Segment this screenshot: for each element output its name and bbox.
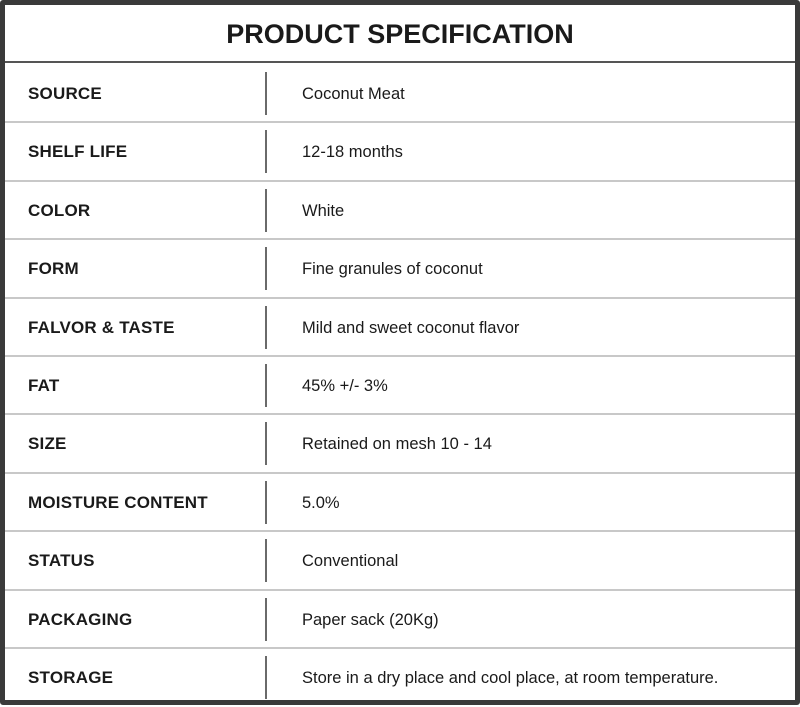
row-value: 12-18 months xyxy=(302,143,403,162)
row-label: SOURCE xyxy=(28,84,102,103)
row-value: Conventional xyxy=(302,552,399,571)
row-value: Store in a dry place and cool place, at room temperature. xyxy=(302,668,719,687)
row-label: MOISTURE CONTENT xyxy=(28,492,208,512)
table-row xyxy=(5,123,795,181)
column-divider xyxy=(265,247,267,290)
column-divider xyxy=(265,306,267,349)
table-title: PRODUCT SPECIFICATION xyxy=(5,5,795,63)
row-value: Mild and sweet coconut flavor xyxy=(302,318,520,337)
row-label: FALVOR & TASTE xyxy=(28,317,175,337)
table-row xyxy=(5,415,795,473)
row-label: PACKAGING xyxy=(28,609,133,629)
table-row xyxy=(5,474,795,532)
row-label: COLOR xyxy=(28,200,91,220)
column-divider xyxy=(265,130,267,173)
row-label: SHELF LIFE xyxy=(28,142,128,162)
table-row xyxy=(5,65,795,123)
column-divider xyxy=(265,189,267,232)
table-row xyxy=(5,591,795,649)
table-body xyxy=(5,65,795,707)
row-value: Retained on mesh 10 - 14 xyxy=(302,435,492,454)
table-row xyxy=(5,182,795,240)
row-label: SIZE xyxy=(28,434,67,454)
row-label: FAT xyxy=(28,375,60,395)
column-divider xyxy=(265,364,267,407)
table-row xyxy=(5,532,795,590)
row-value: Coconut Meat xyxy=(302,85,405,103)
column-divider xyxy=(265,72,267,115)
table-row xyxy=(5,299,795,357)
column-divider xyxy=(265,539,267,582)
column-divider xyxy=(265,598,267,641)
row-value: Fine granules of coconut xyxy=(302,260,483,279)
row-label: STATUS xyxy=(28,551,95,571)
column-divider xyxy=(265,481,267,524)
row-label: STORAGE xyxy=(28,667,114,687)
row-value: 5.0% xyxy=(302,493,340,512)
column-divider xyxy=(265,422,267,465)
table-row xyxy=(5,357,795,415)
row-label: FORM xyxy=(28,259,79,279)
row-value: 45% +/- 3% xyxy=(302,376,388,395)
table-row xyxy=(5,649,795,707)
row-value: White xyxy=(302,201,345,220)
table-row xyxy=(5,240,795,298)
row-value: Paper sack (20Kg) xyxy=(302,610,439,629)
column-divider xyxy=(265,656,267,699)
